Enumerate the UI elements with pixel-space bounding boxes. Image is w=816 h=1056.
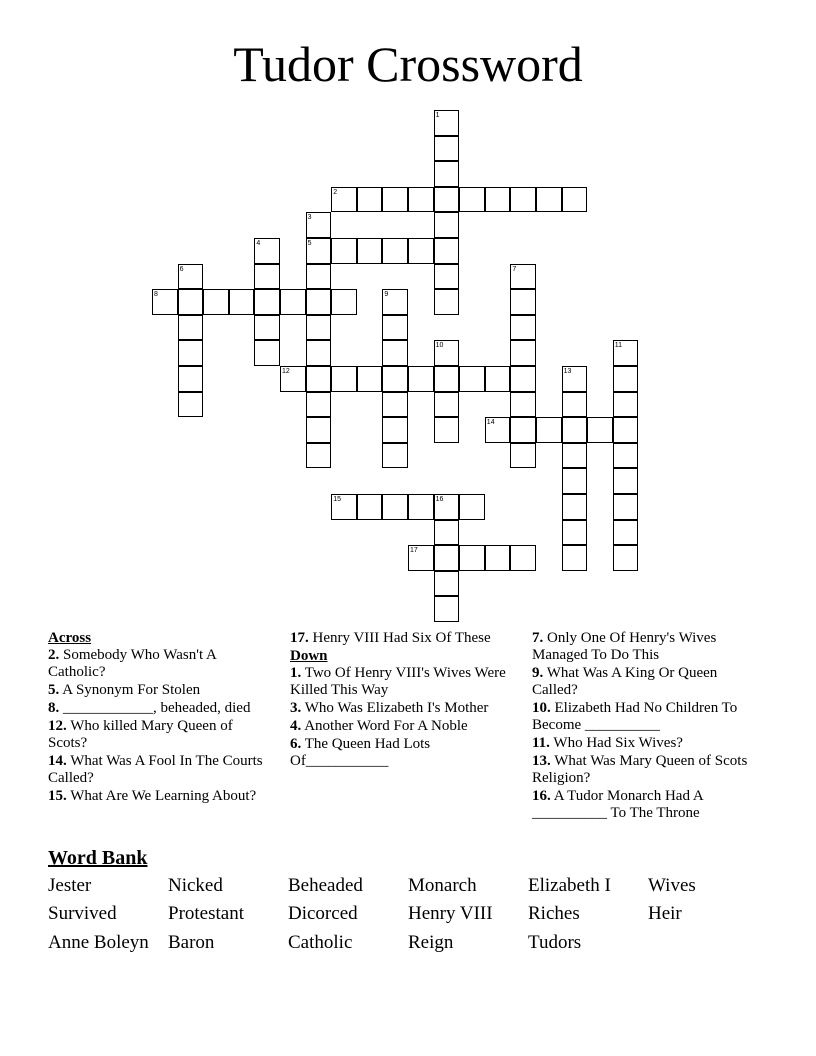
clue-across-8: 8. ____________, beheaded, died: [48, 700, 251, 716]
grid-cell[interactable]: [562, 417, 588, 443]
grid-cell[interactable]: [280, 289, 306, 315]
grid-cell[interactable]: [434, 340, 460, 366]
grid-cell[interactable]: [382, 238, 408, 264]
word-bank-word: Anne Boleyn: [48, 932, 149, 953]
grid-cell[interactable]: [434, 366, 460, 392]
clue-down-11: 11. Who Had Six Wives?: [532, 735, 683, 751]
word-bank-word: Nicked: [168, 875, 223, 896]
grid-cell[interactable]: [485, 545, 511, 571]
clue-number: 8: [154, 291, 158, 299]
grid-cell[interactable]: [306, 366, 332, 392]
grid-cell[interactable]: [562, 443, 588, 469]
grid-cell[interactable]: [434, 392, 460, 418]
clue-down-13: 13. What Was Mary Queen of Scots Religion?: [532, 753, 748, 786]
clue-number: 4: [256, 240, 261, 247]
grid-cell[interactable]: [178, 366, 204, 392]
grid-cell[interactable]: [382, 187, 408, 213]
clue-number: 1: [435, 112, 440, 119]
grid-cell[interactable]: [613, 545, 639, 571]
grid-cell[interactable]: [510, 417, 536, 443]
grid-cell[interactable]: [510, 545, 536, 571]
grid-cell[interactable]: [510, 315, 536, 341]
grid-cell[interactable]: [613, 392, 639, 418]
grid-cell[interactable]: [254, 238, 280, 264]
clue-down-4: 4. Another Word For A Noble: [290, 718, 468, 734]
clue-number: 14: [486, 419, 495, 427]
clue-across-17: 17. Henry VIII Had Six Of These: [290, 630, 491, 646]
grid-cell[interactable]: [510, 340, 536, 366]
grid-cell[interactable]: [562, 545, 588, 571]
grid-cell[interactable]: [331, 366, 357, 392]
grid-cell[interactable]: [357, 494, 383, 520]
clue-number: 2: [333, 188, 338, 196]
grid-cell[interactable]: [562, 366, 588, 392]
grid-cell[interactable]: [357, 187, 383, 213]
grid-cell[interactable]: [434, 110, 460, 136]
grid-cell[interactable]: [613, 494, 639, 520]
across-header: Across: [48, 630, 92, 646]
grid-cell[interactable]: [382, 289, 408, 315]
grid-cell[interactable]: [306, 264, 332, 290]
word-bank-word: Elizabeth I: [528, 875, 611, 896]
clue-down-7: 7. Only One Of Henry's Wives Managed To Do This: [532, 630, 717, 663]
grid-cell[interactable]: [536, 187, 562, 213]
clue-number: 11: [614, 342, 623, 350]
grid-cell[interactable]: [254, 340, 280, 366]
word-bank-word: Henry VIII: [408, 903, 493, 924]
grid-cell[interactable]: [382, 392, 408, 418]
grid-cell[interactable]: [562, 520, 588, 546]
grid-cell[interactable]: [306, 417, 332, 443]
grid-cell[interactable]: [459, 366, 485, 392]
down-header: Down: [290, 648, 328, 664]
clue-across-5: 5. A Synonym For Stolen: [48, 682, 201, 698]
grid-cell[interactable]: [306, 315, 332, 341]
grid-cell[interactable]: [536, 417, 562, 443]
page-title: Tudor Crossword: [233, 36, 583, 92]
grid-cell[interactable]: [306, 212, 332, 238]
grid-cell[interactable]: [510, 187, 536, 213]
grid-cell[interactable]: [178, 340, 204, 366]
grid-cell[interactable]: [459, 494, 485, 520]
grid-cell[interactable]: [485, 187, 511, 213]
grid-cell[interactable]: [434, 417, 460, 443]
clue-down-6: 6. The Queen Had Lots Of___________: [290, 736, 431, 769]
grid-cell[interactable]: [510, 289, 536, 315]
grid-cell[interactable]: [306, 289, 332, 315]
grid-cell[interactable]: [562, 468, 588, 494]
word-bank-word: Jester: [48, 875, 92, 896]
grid-cell[interactable]: [434, 520, 460, 546]
word-bank-title: Word Bank: [48, 847, 148, 869]
word-bank-word: Heir: [648, 903, 682, 924]
word-bank-word: Beheaded: [288, 875, 363, 896]
clue-number: 5: [307, 240, 312, 247]
grid-cell[interactable]: [613, 340, 639, 366]
grid-cell[interactable]: [382, 494, 408, 520]
word-bank-word: Baron: [168, 932, 215, 953]
word-bank-word: Tudors: [528, 932, 582, 953]
grid-cell[interactable]: [434, 289, 460, 315]
grid-cell[interactable]: [613, 468, 639, 494]
grid-cell[interactable]: [434, 136, 460, 162]
grid-cell[interactable]: [434, 596, 460, 622]
clue-number: 15: [333, 496, 341, 503]
clue-across-15: 15. What Are We Learning About?: [48, 788, 257, 804]
clue-across-12: 12. Who killed Mary Queen of Scots?: [48, 718, 233, 751]
grid-cell[interactable]: [331, 238, 357, 264]
grid-cell[interactable]: [434, 571, 460, 597]
grid-cell[interactable]: [613, 366, 639, 392]
grid-cell[interactable]: [434, 545, 460, 571]
grid-cell[interactable]: [331, 187, 357, 213]
grid-cell[interactable]: [254, 264, 280, 290]
grid-cell[interactable]: [306, 340, 332, 366]
grid-cell[interactable]: [382, 443, 408, 469]
word-bank-word: Catholic: [288, 932, 353, 953]
grid-cell[interactable]: [434, 264, 460, 290]
grid-cell[interactable]: [510, 264, 536, 290]
grid-cell[interactable]: [434, 187, 460, 213]
grid-cell[interactable]: [306, 392, 332, 418]
grid-cell[interactable]: [587, 417, 613, 443]
clue-down-9: 9. What Was A King Or Queen Called?: [532, 665, 718, 698]
clue-down-3: 3. Who Was Elizabeth I's Mother: [290, 700, 489, 716]
grid-cell[interactable]: [613, 443, 639, 469]
grid-cell[interactable]: [178, 289, 204, 315]
grid-cell[interactable]: [408, 545, 434, 571]
grid-cell[interactable]: [357, 366, 383, 392]
clues-column-3: [532, 630, 762, 823]
grid-cell[interactable]: [306, 443, 332, 469]
grid-cell[interactable]: [408, 366, 434, 392]
grid-cell[interactable]: [613, 417, 639, 443]
clue-down-16: 16. A Tudor Monarch Had A __________ To The Throne: [532, 788, 703, 821]
grid-cell[interactable]: [331, 289, 357, 315]
clue-down-1: 1. Two Of Henry VIII's Wives Were Killed This Way: [290, 665, 506, 698]
clues-column-1: [48, 630, 268, 806]
clue-number: 13: [563, 368, 572, 375]
word-bank-word: Dicorced: [288, 903, 358, 924]
grid-cell[interactable]: [229, 289, 255, 315]
grid-cell[interactable]: [382, 417, 408, 443]
clue-down-10: 10. Elizabeth Had No Children To Become __________: [532, 700, 738, 733]
clue-number: 12: [282, 368, 290, 375]
grid-cell[interactable]: [331, 494, 357, 520]
word-bank-word: Survived: [48, 903, 117, 924]
grid-cell[interactable]: [203, 289, 229, 315]
grid-cell[interactable]: [408, 494, 434, 520]
grid-cell[interactable]: [152, 289, 178, 315]
grid-cell[interactable]: [434, 494, 460, 520]
clue-number: 9: [384, 291, 389, 299]
grid-cell[interactable]: [613, 520, 639, 546]
grid-cell[interactable]: [510, 392, 536, 418]
clue-across-2: 2. Somebody Who Wasn't A Catholic?: [48, 647, 217, 680]
clue-number: 3: [307, 214, 312, 222]
grid-cell[interactable]: [280, 366, 306, 392]
clue-number: 17: [410, 547, 418, 555]
grid-cell[interactable]: [254, 315, 280, 341]
grid-cell[interactable]: [408, 238, 434, 264]
grid-cell[interactable]: [562, 494, 588, 520]
grid-cell[interactable]: [434, 238, 460, 264]
grid-cell[interactable]: [562, 187, 588, 213]
word-bank-word: Riches: [528, 903, 580, 924]
clue-number: 7: [512, 265, 517, 273]
grid-cell[interactable]: [510, 443, 536, 469]
clue-number: 10: [435, 342, 444, 350]
grid-cell[interactable]: [434, 212, 460, 238]
grid-cell[interactable]: [178, 392, 204, 418]
clue-across-14: 14. What Was A Fool In The Courts Called?: [48, 753, 263, 786]
grid-cell[interactable]: [382, 366, 408, 392]
grid-cell[interactable]: [459, 545, 485, 571]
grid-cell[interactable]: [254, 289, 280, 315]
word-bank-word: Reign: [408, 932, 454, 953]
clue-number: 6: [179, 265, 184, 273]
grid-cell[interactable]: [434, 161, 460, 187]
grid-cell[interactable]: [382, 315, 408, 341]
grid-cell[interactable]: [382, 340, 408, 366]
word-bank-word: Monarch: [408, 875, 477, 896]
word-bank-word: Wives: [648, 875, 696, 896]
grid-cell[interactable]: [485, 366, 511, 392]
grid-cell[interactable]: [459, 187, 485, 213]
grid-cell[interactable]: [510, 366, 536, 392]
clue-number: 16: [435, 496, 444, 503]
grid-cell[interactable]: [357, 238, 383, 264]
grid-cell[interactable]: [562, 392, 588, 418]
clues-column-2: [290, 630, 510, 771]
word-bank-word: Protestant: [168, 903, 244, 924]
grid-cell[interactable]: [485, 417, 511, 443]
grid-cell[interactable]: [408, 187, 434, 213]
grid-cell[interactable]: [306, 238, 332, 264]
grid-cell[interactable]: [178, 315, 204, 341]
grid-cell[interactable]: [178, 264, 204, 290]
